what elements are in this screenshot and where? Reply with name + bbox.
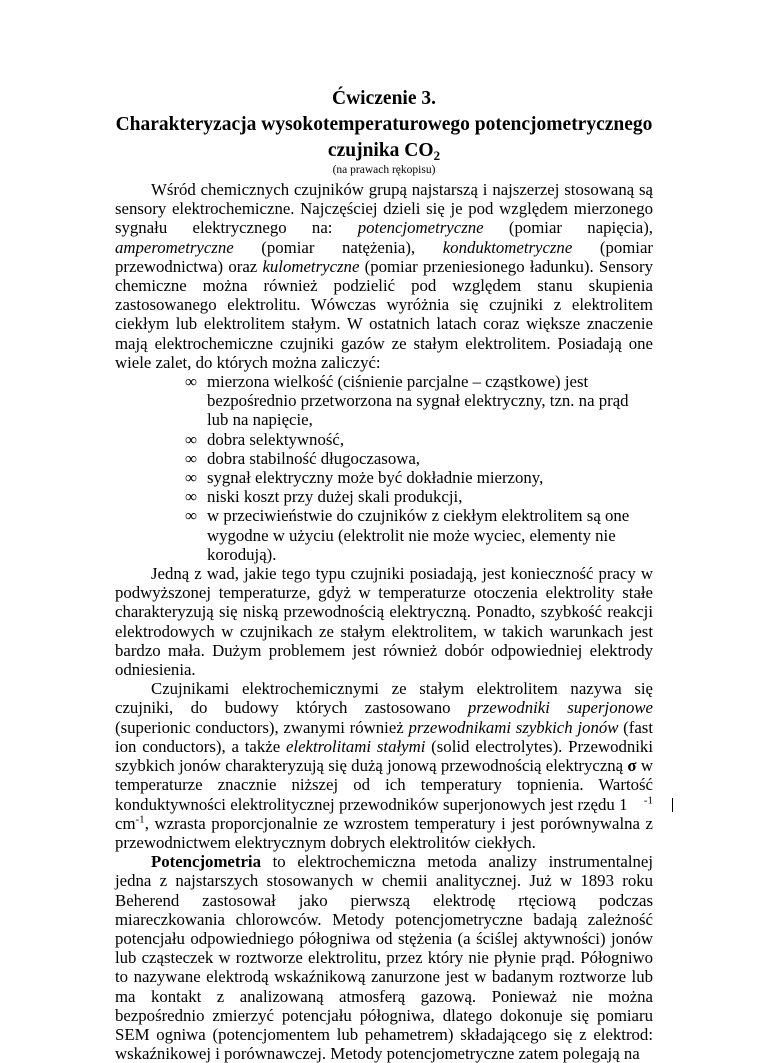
- paragraph-potentiometry: [115, 852, 653, 1063]
- document-body: [115, 180, 653, 1063]
- list-item-text: niski koszt przy dużej skali produkcji,: [207, 487, 463, 507]
- text-run: cm: [115, 813, 136, 833]
- document-title: [60, 86, 708, 164]
- paragraph-drawbacks: Jedną z wad, jakie tego typu czujniki posiadają, jest konieczność pracy w podwyższonej temperaturze, gdyż w temperaturze otoczenia elektrolity stałe charakteryzują się niską przewodnością elektryczną. Ponadto, szybkość reakcji elektrodowych w czujnikach ze stałym elektrolitem, w takich warunkach jest bardzo mała. Dużym problemem jest również dobór odpowiedniej elektrody odniesienia.: [115, 564, 653, 680]
- list-item: [185, 372, 653, 430]
- list-item-text: sygnał elektryczny może być dokładnie mierzony,: [207, 468, 544, 488]
- list-item-text: w przeciwieństwie do czujników z ciekłym elektrolitem są one wygodne w użyciu (elektrolit nie może wyciec, elementy nie korodują).: [207, 506, 630, 564]
- italic-term: przewodniki superjonowe: [467, 698, 654, 718]
- bold-term: Potencjometria: [151, 852, 261, 872]
- infinity-bullet-icon: ∞: [185, 468, 197, 488]
- title-line-1: Ćwiczenie 3.: [332, 88, 436, 109]
- title-line-3: [60, 138, 708, 164]
- text-run: (solid electrolytes). Przewodniki szybkich jonów charakteryzują się dużą jonową przewodnością elektryczną: [115, 736, 653, 776]
- text-run: Czujnikami elektrochemicznymi ze stałym elektrolitem nazywa się czujniki, do budowy których zastosowano: [115, 679, 653, 718]
- sigma-symbol: σ: [627, 756, 637, 776]
- text-run: (pomiar przewodnictwa) oraz: [115, 237, 653, 276]
- list-item: [185, 429, 653, 449]
- list-item: [185, 448, 653, 468]
- superscript: -1: [135, 813, 145, 826]
- title-line-2: Charakteryzacja wysokotemperaturowego potencjometrycznego: [115, 114, 653, 135]
- list-item: [185, 468, 653, 488]
- list-item-text: mierzona wielkość (ciśnienie parcjalne – cząstkowe) jest bezpośrednio przetworzona na sygnał elektryczny, tzn. na prąd lub na napięcie,: [207, 372, 629, 430]
- infinity-bullet-icon: ∞: [185, 448, 197, 468]
- paragraph-intro: [115, 180, 653, 372]
- text-run: (pomiar natężenia),: [233, 237, 443, 257]
- text-run: (pomiar przeniesionego ładunku). Sensory chemiczne można również podzielić pod względem stanu skupienia zastosowanego elektrolitu. Wówczas wyróżnia się czujniki z elektrolitem ciekłym lub elektrolitem stałym. W ostatnich latach coraz większe znaczenie mają elektrochemiczne czujniki gazów ze stałym elektrolitem. Posiadają one wiele zalet, do których można zaliczyć:: [115, 256, 653, 372]
- text-run: (fast ion conductors), a także: [115, 717, 653, 756]
- list-item: [185, 487, 653, 507]
- italic-term: elektrolitami stałymi: [285, 736, 426, 756]
- list-item: [185, 506, 653, 564]
- text-run: (pomiar napięcia),: [483, 218, 653, 238]
- italic-term: kulometryczne: [262, 256, 360, 276]
- title-line-3-text: czujnika CO: [327, 140, 434, 161]
- infinity-bullet-icon: ∞: [185, 487, 197, 507]
- infinity-bullet-icon: ∞: [185, 372, 197, 392]
- infinity-bullet-icon: ∞: [185, 506, 197, 526]
- list-item-text: dobra stabilność długoczasowa,: [207, 448, 420, 468]
- title-subscript: 2: [433, 148, 441, 163]
- italic-term: potencjometryczne: [357, 218, 484, 238]
- text-run: (superionic conductors), zwanymi również: [115, 717, 409, 737]
- manuscript-note: (na prawach rękopisu): [332, 164, 436, 176]
- advantages-list: [115, 372, 653, 564]
- text-run: w temperaturze znacznie niższej od ich temperatury topnienia. Wartość konduktywności elektrolitycznej przewodników superjonowych jest rzędu 1: [115, 756, 653, 814]
- text-run: , wzrasta proporcjonalnie ze wzrostem temperatury i jest porównywalna z przewodnictwem elektrycznym dobrych elektrolitów ciekłych.: [115, 813, 653, 852]
- superscript: -1: [643, 793, 653, 806]
- paragraph-solid-electrolytes: [115, 679, 653, 852]
- infinity-bullet-icon: ∞: [185, 429, 197, 449]
- ohm-symbol-icon: [632, 795, 644, 814]
- italic-term: amperometryczne: [115, 237, 234, 257]
- list-item-text: dobra selektywność,: [207, 429, 345, 449]
- text-run: to elektrochemiczna metoda analizy instrumentalnej jedna z najstarszych stosowanych w chemii analitycznej. Już w 1893 roku Beherend zastosował jako pierwszą elektrodę rtęciową podczas miareczkowania chlorowców. Metody potencjometryczne badają zależność potencjału odpowiedniego półogniwa od stężenia (a ściślej aktywności) jonów lub cząsteczek w roztworze elektrolitu, przez który nie płynie prąd. Półogniwo to nazywane elektrodą wskaźnikową zanurzone jest w badanym roztworze lub ma kontakt z analizowaną atmosferą gazową. Ponieważ nie można bezpośrednio zmierzyć potencjału półogniwa, dlatego dokonuje się pomiaru SEM ogniwa (potencjomentem lub pehametrem) składającego się z elektrod: wskaźnikowej i porównawczej. Metody potencjometryczne zatem polegają na: [115, 852, 653, 1063]
- text-run: Wśród chemicznych czujników grupą najstarszą i najszerzej stosowaną są sensory elektrochemiczne. Najczęściej dzieli się je pod względem mierzonego sygnału elektrycznego na:: [115, 180, 653, 238]
- italic-term: konduktometryczne: [442, 237, 573, 257]
- italic-term: przewodnikami szybkich jonów: [408, 717, 619, 737]
